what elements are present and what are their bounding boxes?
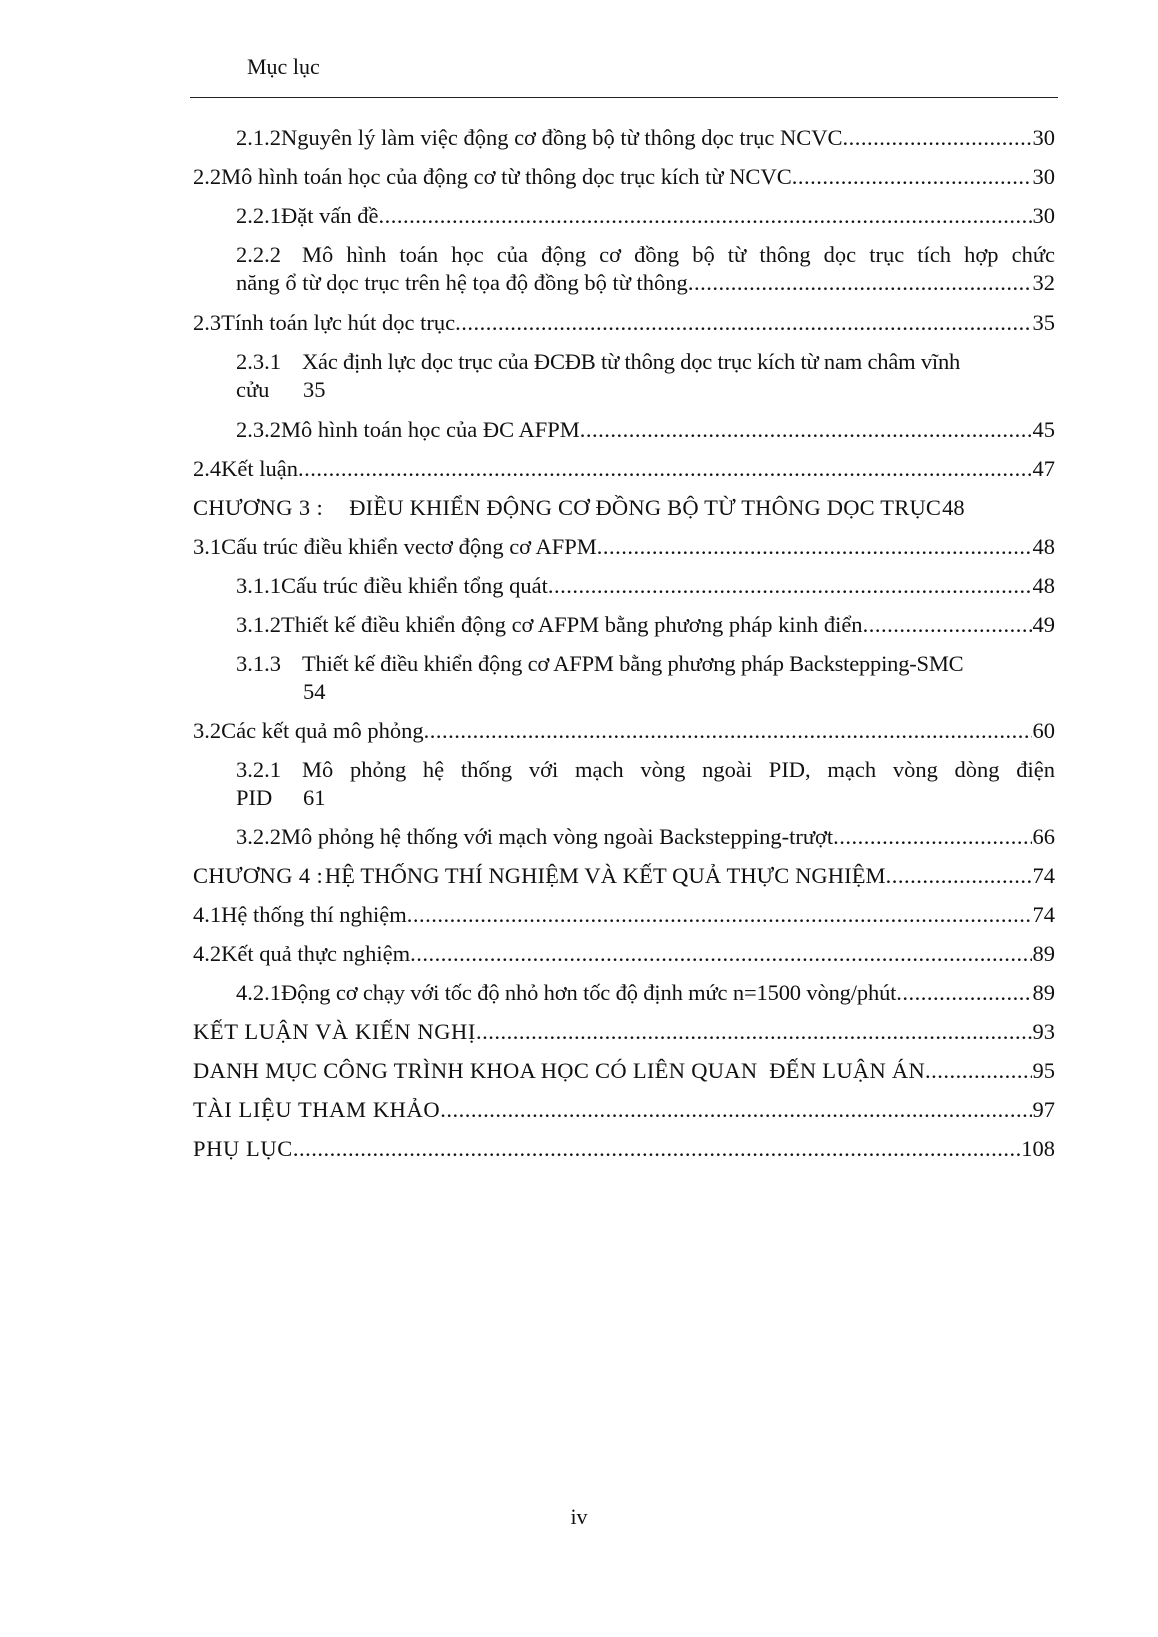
- toc-entry[interactable]: [193, 1090, 1055, 1130]
- toc-entry-title: Thiết kế điều khiển động cơ AFPM bằng phương pháp Backstepping-SMC: [302, 651, 964, 676]
- toc-entry-continuation[interactable]: [236, 263, 1055, 303]
- toc-entry-number: 3.1.2: [236, 612, 281, 637]
- toc-entry-page: 49: [1032, 612, 1055, 637]
- toc-entry-title: ĐIỀU KHIỂN ĐỘNG CƠ ĐỒNG BỘ TỪ THÔNG DỌC TRỤC: [349, 495, 942, 520]
- toc-entry-page: 108: [1021, 1136, 1055, 1161]
- toc-entry[interactable]: [193, 711, 1055, 751]
- toc-leader-dots: [580, 410, 1032, 450]
- toc-entry-title: PHỤ LỤC: [193, 1136, 293, 1161]
- toc-leader-dots: [925, 1051, 1031, 1091]
- toc-entry-page: 30: [1032, 203, 1055, 228]
- toc-entry-page: 60: [1032, 718, 1055, 743]
- toc-entry-title: Kết luận: [221, 456, 298, 481]
- toc-entry[interactable]: [193, 1129, 1055, 1169]
- toc-entry-number: 2.3: [193, 310, 222, 335]
- toc-leader-dots: [688, 263, 1032, 303]
- toc-leader-dots: [597, 527, 1032, 567]
- toc-entry-page: 95: [1032, 1058, 1055, 1083]
- toc-entry[interactable]: [193, 895, 1055, 935]
- toc-entry-page: 45: [1032, 417, 1055, 442]
- toc-entry-title-line2: PID: [236, 785, 273, 810]
- toc-entry-title: KẾT LUẬN VÀ KIẾN NGHỊ: [193, 1019, 476, 1044]
- toc-entry[interactable]: [193, 1051, 1055, 1091]
- header-rule: [190, 97, 1058, 98]
- toc-chapter-entry[interactable]: [193, 856, 1055, 896]
- toc-entry[interactable]: [193, 934, 1055, 974]
- toc-entry-page: 61: [303, 785, 326, 810]
- toc-leader-dots: [293, 1129, 1020, 1169]
- toc-entry-page: 66: [1032, 824, 1055, 849]
- toc-leader-dots: [896, 973, 1031, 1013]
- toc-entry-continuation[interactable]: [236, 370, 1055, 410]
- toc-entry[interactable]: [236, 196, 1055, 236]
- toc-entry-title: Cấu trúc điều khiển vectơ động cơ AFPM: [221, 534, 597, 559]
- toc-entry-number: 4.2: [193, 941, 222, 966]
- toc-entry-page: 74: [1032, 863, 1055, 888]
- toc-entry-title: TÀI LIỆU THAM KHẢO: [193, 1097, 441, 1122]
- toc-entry-title: HỆ THỐNG THÍ NGHIỆM VÀ KẾT QUẢ THỰC NGHIỆM: [324, 863, 886, 888]
- toc-entry-page: 30: [1032, 164, 1055, 189]
- toc-leader-dots: [548, 566, 1032, 606]
- toc-entry-title-line1: Mô hình toán học của động cơ đồng bộ từ thông dọc trục tích hợp chức: [302, 242, 1055, 267]
- toc-leader-dots: [863, 605, 1032, 645]
- toc-entry-title: Đặt vấn đề: [281, 203, 379, 228]
- toc-entry[interactable]: [236, 118, 1055, 158]
- toc-entry[interactable]: [193, 1012, 1055, 1052]
- toc-entry-title: Các kết quả mô phỏng: [221, 718, 424, 743]
- toc-leader-dots: [440, 1090, 1031, 1130]
- toc-entry[interactable]: [236, 605, 1055, 645]
- toc-entry-number: 2.2.2: [236, 242, 281, 267]
- toc-entry[interactable]: [193, 157, 1055, 197]
- toc-entry-page: 30: [1032, 125, 1055, 150]
- toc-entry[interactable]: [193, 303, 1055, 343]
- toc-entry-continuation[interactable]: [236, 672, 1055, 712]
- toc-entry-page: 35: [1032, 310, 1055, 335]
- toc-chapter-number: CHƯƠNG 3 :: [193, 495, 324, 520]
- toc-entry-number: 2.2: [193, 164, 222, 189]
- toc-entry-title: Hệ thống thí nghiệm: [221, 902, 407, 927]
- toc-leader-dots: [476, 1012, 1032, 1052]
- toc-entry-title: Mô hình toán học của động cơ từ thông dọc trục kích từ NCVC: [221, 164, 792, 189]
- toc-entry-page: 48: [942, 495, 965, 520]
- toc-entry-number: 4.2.1: [236, 980, 281, 1005]
- toc-entry-number: 2.4: [193, 456, 222, 481]
- toc-entry[interactable]: [193, 527, 1055, 567]
- toc-entry-number: 3.1.1: [236, 573, 281, 598]
- toc-entry-number: 2.3.2: [236, 417, 281, 442]
- toc-entry-number: 2.1.2: [236, 125, 281, 150]
- toc-leader-dots: [843, 118, 1032, 158]
- toc-entry-page: 35: [303, 377, 326, 402]
- toc-entry-number: 4.1: [193, 902, 222, 927]
- toc-leader-dots: [378, 196, 1031, 236]
- toc-leader-dots: [407, 895, 1032, 935]
- toc-entry-title-line1: Xác định lực dọc trục của ĐCĐB từ thông dọc trục kích từ nam châm vĩnh: [302, 349, 961, 374]
- toc-entry-number: 3.2.1: [236, 757, 281, 782]
- toc-leader-dots: [424, 711, 1032, 751]
- toc-leader-dots: [455, 303, 1031, 343]
- toc-entry-page: 48: [1032, 573, 1055, 598]
- toc-leader-dots: [792, 157, 1032, 197]
- toc-entry-page: 47: [1032, 456, 1055, 481]
- toc-entry-title-line1: Mô phỏng hệ thống với mạch vòng ngoài PID, mạch vòng dòng điện: [302, 757, 1055, 782]
- toc-entry[interactable]: [236, 817, 1055, 857]
- toc-entry-title: Mô hình toán học của ĐC AFPM: [281, 417, 580, 442]
- toc-entry-number: 2.3.1: [236, 349, 281, 374]
- toc-entry[interactable]: [236, 566, 1055, 606]
- toc-entry-page: 93: [1032, 1019, 1055, 1044]
- toc-entry-number: 3.2.2: [236, 824, 281, 849]
- toc-entry-page: 89: [1032, 980, 1055, 1005]
- toc-entry-title: Mô phỏng hệ thống với mạch vòng ngoài Backstepping-trượt: [281, 824, 834, 849]
- toc-leader-dots: [833, 817, 1031, 857]
- toc-entry-number: 3.2: [193, 718, 222, 743]
- toc-entry-title-line2: năng ổ từ dọc trục trên hệ tọa độ đồng bộ từ thông: [236, 270, 688, 295]
- toc-entry[interactable]: [236, 410, 1055, 450]
- toc-entry-number: 3.1: [193, 534, 222, 559]
- toc-entry-title-line2: cửu: [236, 377, 270, 402]
- toc-chapter-number: CHƯƠNG 4 :: [193, 863, 324, 888]
- toc-leader-dots: [298, 449, 1032, 489]
- toc-entry-title: Kết quả thực nghiệm: [221, 941, 411, 966]
- toc-entry-number: 3.1.3: [236, 651, 281, 676]
- toc-entry-page: 48: [1032, 534, 1055, 559]
- toc-entry-page: 54: [303, 679, 326, 704]
- running-header-title: Mục lục: [247, 54, 320, 79]
- toc-entry-title: Tính toán lực hút dọc trục: [221, 310, 456, 335]
- toc-entry-title: Cấu trúc điều khiển tổng quát: [281, 573, 548, 598]
- toc-entry-page: 97: [1032, 1097, 1055, 1122]
- toc-entry-page: 74: [1032, 902, 1055, 927]
- toc-entry-title: Thiết kế điều khiển động cơ AFPM bằng phương pháp kinh điển: [281, 612, 863, 637]
- toc-entry-page: 89: [1032, 941, 1055, 966]
- toc-entry-title: Nguyên lý làm việc động cơ đồng bộ từ thông dọc trục NCVC: [281, 125, 843, 150]
- page-number: iv: [570, 1504, 588, 1529]
- toc-entry[interactable]: [236, 973, 1055, 1013]
- toc-entry[interactable]: [193, 449, 1055, 489]
- toc-entry-page: 32: [1032, 270, 1055, 295]
- toc-entry-title: DANH MỤC CÔNG TRÌNH KHOA HỌC CÓ LIÊN QUAN ĐẾN LUẬN ÁN: [193, 1058, 926, 1083]
- toc-leader-dots: [886, 856, 1032, 896]
- toc-leader-dots: [410, 934, 1031, 974]
- toc-entry-title: Động cơ chạy với tốc độ nhỏ hơn tốc độ định mức n=1500 vòng/phút: [281, 980, 897, 1005]
- toc-chapter-entry[interactable]: [193, 488, 1055, 528]
- toc-entry-number: 2.2.1: [236, 203, 281, 228]
- toc-entry-continuation[interactable]: [236, 778, 1055, 818]
